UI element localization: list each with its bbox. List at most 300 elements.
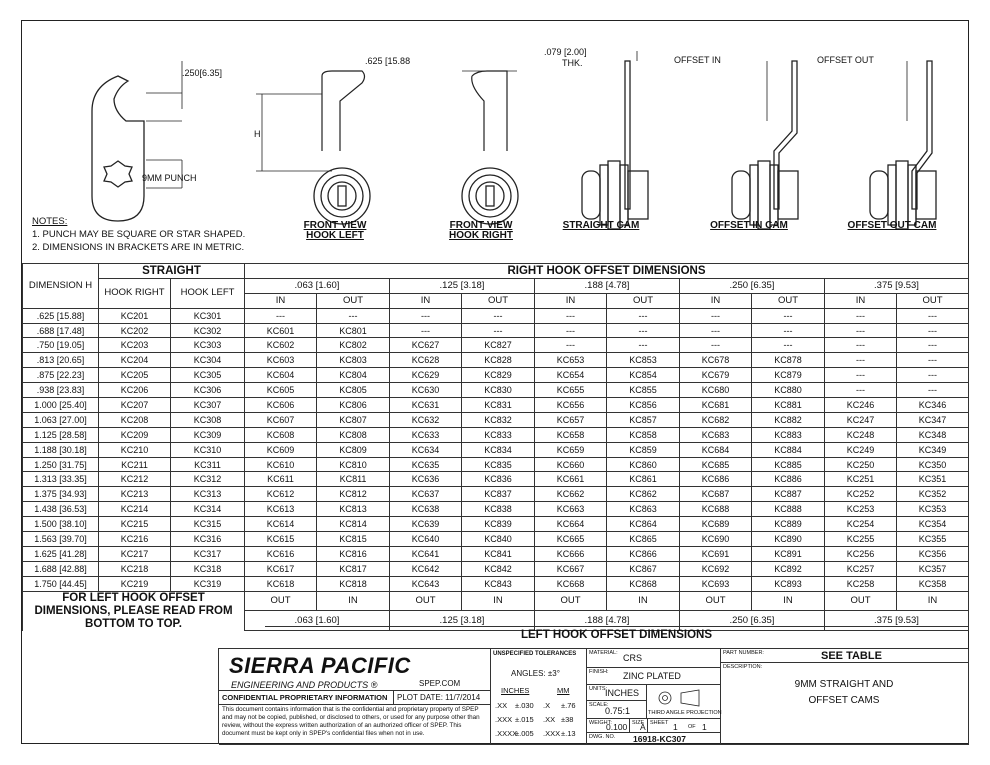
table-cell: 1.313 [33.35] <box>23 472 99 487</box>
table-cell: KC693 <box>680 576 752 591</box>
table-cell: KC308 <box>171 412 245 427</box>
table-cell: KC668 <box>535 576 607 591</box>
table-cell: 1.438 [36.53] <box>23 502 99 517</box>
table-cell: KC865 <box>607 532 680 547</box>
table-cell: KC211 <box>99 457 171 472</box>
hook-right-header: HOOK RIGHT <box>99 278 171 308</box>
table-row <box>23 412 969 427</box>
company-block: SIERRA PACIFIC ENGINEERING AND PRODUCTS ® SPEP.COM <box>219 649 491 691</box>
table-cell: KC349 <box>897 442 969 457</box>
table-cell: KC861 <box>607 472 680 487</box>
table-cell: KC247 <box>825 412 897 427</box>
tolerance-value: .XXX <box>495 715 513 724</box>
hook-left-header: HOOK LEFT <box>171 278 245 308</box>
table-cell: KC254 <box>825 517 897 532</box>
table-cell: 1.563 [39.70] <box>23 532 99 547</box>
table-cell: KC617 <box>245 561 317 576</box>
table-cell: KC632 <box>390 412 462 427</box>
table-cell: .938 [23.83] <box>23 383 99 398</box>
front-view-left-title: FRONT VIEW HOOK LEFT <box>303 220 367 241</box>
table-cell: KC682 <box>680 412 752 427</box>
table-cell: KC818 <box>317 576 390 591</box>
table-cell: 1.500 [38.10] <box>23 517 99 532</box>
left-hook-note: FOR LEFT HOOK OFFSET DIMENSIONS, PLEASE READ FROM BOTTOM TO TOP. <box>23 591 245 631</box>
table-cell: KC692 <box>680 561 752 576</box>
table-cell: KC250 <box>825 457 897 472</box>
table-cell: KC829 <box>462 368 535 383</box>
table-row <box>23 532 969 547</box>
table-cell: KC686 <box>680 472 752 487</box>
table-cell: KC354 <box>897 517 969 532</box>
table-cell: KC856 <box>607 398 680 413</box>
straight-header: STRAIGHT <box>99 264 245 279</box>
in-header: IN <box>245 293 317 308</box>
table-cell: KC684 <box>680 442 752 457</box>
table-cell: KC655 <box>535 383 607 398</box>
table-cell: KC860 <box>607 457 680 472</box>
table-cell: KC301 <box>171 308 245 323</box>
out-header: OUT <box>752 293 825 308</box>
finish-field: FINISH: ZINC PLATED <box>587 668 721 685</box>
dimension-h-header: DIMENSION H <box>23 264 99 309</box>
table-cell: KC691 <box>680 546 752 561</box>
plot-date: PLOT DATE: 11/7/2014 <box>394 691 491 705</box>
drawing-number-field: DWG. NO. 16918-KC307 <box>587 733 721 745</box>
table-cell: --- <box>897 323 969 338</box>
table-cell: 1.750 [44.45] <box>23 576 99 591</box>
table-cell: --- <box>680 323 752 338</box>
table-cell: KC657 <box>535 412 607 427</box>
table-cell: KC256 <box>825 546 897 561</box>
table-cell: KC811 <box>317 472 390 487</box>
out-header: OUT <box>535 591 607 611</box>
punch-label: 9MM PUNCH <box>142 173 197 183</box>
table-cell: KC348 <box>897 427 969 442</box>
table-cell: KC212 <box>99 472 171 487</box>
table-row <box>23 502 969 517</box>
table-cell: KC350 <box>897 457 969 472</box>
table-cell: .750 [19.05] <box>23 338 99 353</box>
table-cell: --- <box>825 353 897 368</box>
table-cell: KC612 <box>245 487 317 502</box>
table-cell: KC630 <box>390 383 462 398</box>
table-cell: --- <box>390 308 462 323</box>
tolerance-value: ±.76 <box>561 701 576 710</box>
table-cell: --- <box>680 308 752 323</box>
right-hook-header: RIGHT HOOK OFFSET DIMENSIONS <box>245 264 969 279</box>
tolerance-value: ±38 <box>561 715 574 724</box>
table-cell: 1.250 [31.75] <box>23 457 99 472</box>
table-cell: KC665 <box>535 532 607 547</box>
table-cell: KC679 <box>680 368 752 383</box>
table-cell: KC857 <box>607 412 680 427</box>
table-cell: KC658 <box>535 427 607 442</box>
table-cell: KC833 <box>462 427 535 442</box>
table-cell: KC883 <box>752 427 825 442</box>
table-cell: KC640 <box>390 532 462 547</box>
table-row <box>23 442 969 457</box>
table-cell: KC868 <box>607 576 680 591</box>
table-cell: KC885 <box>752 457 825 472</box>
table-cell: KC892 <box>752 561 825 576</box>
table-row <box>23 576 969 591</box>
table-cell: KC839 <box>462 517 535 532</box>
table-cell: --- <box>897 353 969 368</box>
table-cell: KC246 <box>825 398 897 413</box>
table-cell: KC602 <box>245 338 317 353</box>
table-cell: KC628 <box>390 353 462 368</box>
table-cell: --- <box>825 308 897 323</box>
table-cell: KC309 <box>171 427 245 442</box>
disclaimer: This document contains information that is the confidential and proprietary property of SPEP and may not be copied, published, or disclosed to others, or used for any purpose other than review, without the express written authorization of an authorized officer of SPEP. This document must be kept only in SPEP's confidential files when not in use. <box>219 705 491 745</box>
table-cell: KC802 <box>317 338 390 353</box>
table-cell: KC654 <box>535 368 607 383</box>
table-cell: KC319 <box>171 576 245 591</box>
table-cell: 1.625 [41.28] <box>23 546 99 561</box>
tolerance-value: .XXX <box>543 729 561 738</box>
table-cell: KC889 <box>752 517 825 532</box>
offset-header: .250 [6.35] <box>680 278 825 293</box>
table-cell: KC248 <box>825 427 897 442</box>
table-cell: KC629 <box>390 368 462 383</box>
table-cell: KC643 <box>390 576 462 591</box>
tolerance-value: ±.015 <box>515 715 534 724</box>
table-cell: KC310 <box>171 442 245 457</box>
table-cell: --- <box>825 338 897 353</box>
offset-header: .250 [6.35] <box>680 611 825 631</box>
table-cell: KC886 <box>752 472 825 487</box>
table-cell: KC837 <box>462 487 535 502</box>
thickness-dim: .079 [2.00] <box>544 47 587 57</box>
table-cell: KC627 <box>390 338 462 353</box>
table-cell: KC888 <box>752 502 825 517</box>
table-cell: KC616 <box>245 546 317 561</box>
table-cell: --- <box>462 323 535 338</box>
description-field: DESCRIPTION: 9MM STRAIGHT AND OFFSET CAMS <box>721 663 969 745</box>
table-cell: --- <box>897 338 969 353</box>
projection-symbol: THIRD ANGLE PROJECTION <box>647 685 721 719</box>
table-cell: KC887 <box>752 487 825 502</box>
table-cell: KC315 <box>171 517 245 532</box>
sheet-field: SHEET 1 OF 1 <box>648 719 721 733</box>
table-cell: KC253 <box>825 502 897 517</box>
table-cell: KC678 <box>680 353 752 368</box>
table-cell: KC815 <box>317 532 390 547</box>
in-header: IN <box>680 293 752 308</box>
table-cell: KC681 <box>680 398 752 413</box>
table-cell: KC302 <box>171 323 245 338</box>
hook-width-dim: .250[6.35] <box>182 68 223 78</box>
table-cell: KC812 <box>317 487 390 502</box>
table-row <box>23 561 969 576</box>
table-cell: KC879 <box>752 368 825 383</box>
offset-in-cam-title: OFFSET IN CAM <box>710 220 788 231</box>
part-number-field: PART NUMBER: SEE TABLE <box>721 649 969 663</box>
table-cell: KC304 <box>171 353 245 368</box>
table-cell: --- <box>825 383 897 398</box>
offset-header: .188 [4.78] <box>535 278 680 293</box>
tolerance-value: .XXXX <box>495 729 518 738</box>
tolerance-value: .X <box>543 701 551 710</box>
table-cell: KC346 <box>897 398 969 413</box>
table-cell: KC613 <box>245 502 317 517</box>
offset-header: .375 [9.53] <box>825 611 969 631</box>
table-cell: KC251 <box>825 472 897 487</box>
offset-header: .188 [4.78] <box>535 611 680 631</box>
table-cell: KC882 <box>752 412 825 427</box>
table-cell: KC661 <box>535 472 607 487</box>
table-row <box>23 338 969 353</box>
table-cell: KC863 <box>607 502 680 517</box>
table-cell: KC878 <box>752 353 825 368</box>
tolerance-value: ±.030 <box>515 701 534 710</box>
confidential-label: CONFIDENTIAL PROPRIETARY INFORMATION <box>219 691 394 705</box>
table-cell: KC641 <box>390 546 462 561</box>
table-cell: KC258 <box>825 576 897 591</box>
out-header: OUT <box>680 591 752 611</box>
out-header: OUT <box>390 591 462 611</box>
table-cell: .813 [20.65] <box>23 353 99 368</box>
table-cell: KC806 <box>317 398 390 413</box>
table-cell: KC214 <box>99 502 171 517</box>
star-punch <box>104 161 132 187</box>
table-cell: KC803 <box>317 353 390 368</box>
table-cell: KC638 <box>390 502 462 517</box>
table-cell: KC209 <box>99 427 171 442</box>
table-cell: --- <box>535 338 607 353</box>
table-cell: KC843 <box>462 576 535 591</box>
table-row <box>23 427 969 442</box>
table-cell: KC660 <box>535 457 607 472</box>
part-number-table <box>22 263 969 631</box>
tolerance-value: ±.005 <box>515 729 534 738</box>
in-header: IN <box>825 293 897 308</box>
weight-field: WEIGHT: 0.100 <box>587 719 630 733</box>
in-header: IN <box>462 591 535 611</box>
table-cell: KC659 <box>535 442 607 457</box>
table-cell: KC355 <box>897 532 969 547</box>
table-cell: KC804 <box>317 368 390 383</box>
table-cell: 1.188 [30.18] <box>23 442 99 457</box>
table-cell: KC853 <box>607 353 680 368</box>
front-view-right-title: FRONT VIEW HOOK RIGHT <box>449 220 513 241</box>
table-cell: KC834 <box>462 442 535 457</box>
table-cell: --- <box>535 308 607 323</box>
table-cell: --- <box>607 338 680 353</box>
table-cell: KC667 <box>535 561 607 576</box>
in-header: IN <box>607 591 680 611</box>
table-cell: KC614 <box>245 517 317 532</box>
material-field: MATERIAL: CRS <box>587 649 721 668</box>
table-cell: KC813 <box>317 502 390 517</box>
table-cell: KC866 <box>607 546 680 561</box>
table-cell: KC318 <box>171 561 245 576</box>
table-cell: KC634 <box>390 442 462 457</box>
table-cell: KC303 <box>171 338 245 353</box>
table-cell: KC312 <box>171 472 245 487</box>
offset-header: .375 [9.53] <box>825 278 969 293</box>
table-cell: KC615 <box>245 532 317 547</box>
table-cell: KC608 <box>245 427 317 442</box>
table-cell: KC205 <box>99 368 171 383</box>
out-header: OUT <box>462 293 535 308</box>
table-cell: KC316 <box>171 532 245 547</box>
table-cell: KC810 <box>317 457 390 472</box>
height-right-dim: .625 [15.88 <box>365 56 411 66</box>
table-cell: KC685 <box>680 457 752 472</box>
table-cell: KC347 <box>897 412 969 427</box>
table-cell: .688 [17.48] <box>23 323 99 338</box>
table-row <box>23 546 969 561</box>
table-cell: KC637 <box>390 487 462 502</box>
table-cell: KC317 <box>171 546 245 561</box>
table-cell: --- <box>825 368 897 383</box>
table-cell: KC867 <box>607 561 680 576</box>
table-cell: KC216 <box>99 532 171 547</box>
tolerance-value: .XX <box>495 701 508 710</box>
table-cell: KC893 <box>752 576 825 591</box>
table-cell: --- <box>535 323 607 338</box>
table-cell: --- <box>607 308 680 323</box>
table-cell: --- <box>897 383 969 398</box>
table-cell: KC609 <box>245 442 317 457</box>
table-cell: KC210 <box>99 442 171 457</box>
table-cell: KC601 <box>245 323 317 338</box>
table-cell: KC689 <box>680 517 752 532</box>
in-header: IN <box>535 293 607 308</box>
table-cell: KC805 <box>317 383 390 398</box>
table-cell: KC842 <box>462 561 535 576</box>
table-cell: KC201 <box>99 308 171 323</box>
table-cell: --- <box>897 368 969 383</box>
table-cell: .625 [15.88] <box>23 308 99 323</box>
table-cell: KC607 <box>245 412 317 427</box>
table-row <box>23 323 969 338</box>
table-cell: KC687 <box>680 487 752 502</box>
out-header: OUT <box>317 293 390 308</box>
table-cell: KC204 <box>99 353 171 368</box>
table-cell: KC636 <box>390 472 462 487</box>
table-cell: --- <box>752 323 825 338</box>
table-cell: KC828 <box>462 353 535 368</box>
table-cell: KC855 <box>607 383 680 398</box>
table-cell: KC255 <box>825 532 897 547</box>
in-header: IN <box>752 591 825 611</box>
website: SPEP.COM <box>419 679 461 688</box>
table-cell: --- <box>897 308 969 323</box>
table-cell: 1.125 [28.58] <box>23 427 99 442</box>
table-cell: KC664 <box>535 517 607 532</box>
table-cell: KC890 <box>752 532 825 547</box>
offset-out-cam-title: OFFSET OUT CAM <box>847 220 937 231</box>
table-cell: KC817 <box>317 561 390 576</box>
notes: NOTES: 1. PUNCH MAY BE SQUARE OR STAR SHAPED. 2. DIMENSIONS IN BRACKETS ARE IN METRIC. <box>32 216 246 253</box>
table-cell: KC831 <box>462 398 535 413</box>
table-cell: KC635 <box>390 457 462 472</box>
title-block <box>218 648 968 744</box>
scale-field: SCALE: 0.75:1 <box>587 701 647 719</box>
size-field: SIZE A <box>630 719 648 733</box>
table-cell: KC356 <box>897 546 969 561</box>
table-cell: KC206 <box>99 383 171 398</box>
left-hook-offset-title: LEFT HOOK OFFSET DIMENSIONS <box>265 626 968 642</box>
table-cell: KC881 <box>752 398 825 413</box>
table-cell: KC306 <box>171 383 245 398</box>
table-cell: KC605 <box>245 383 317 398</box>
table-cell: KC610 <box>245 457 317 472</box>
table-cell: --- <box>680 338 752 353</box>
table-row <box>23 308 969 323</box>
out-header: OUT <box>607 293 680 308</box>
table-cell: 1.063 [27.00] <box>23 412 99 427</box>
table-cell: KC604 <box>245 368 317 383</box>
in-header: IN <box>317 591 390 611</box>
table-cell: KC816 <box>317 546 390 561</box>
table-cell: KC606 <box>245 398 317 413</box>
table-cell: KC203 <box>99 338 171 353</box>
table-row <box>23 353 969 368</box>
offset-header: .125 [3.18] <box>390 611 535 631</box>
table-cell: KC311 <box>171 457 245 472</box>
offset-header: .063 [1.60] <box>245 611 390 631</box>
in-header: IN <box>390 293 462 308</box>
table-cell: KC814 <box>317 517 390 532</box>
table-cell: --- <box>462 308 535 323</box>
table-row <box>23 472 969 487</box>
tolerance-value: ±.13 <box>561 729 576 738</box>
table-cell: KC801 <box>317 323 390 338</box>
out-header: OUT <box>897 293 969 308</box>
table-cell: KC690 <box>680 532 752 547</box>
offset-header: .125 [3.18] <box>390 278 535 293</box>
table-cell: KC207 <box>99 398 171 413</box>
table-cell: KC666 <box>535 546 607 561</box>
table-cell: KC663 <box>535 502 607 517</box>
table-cell: KC642 <box>390 561 462 576</box>
in-header: IN <box>897 591 969 611</box>
table-cell: KC611 <box>245 472 317 487</box>
table-row <box>23 383 969 398</box>
table-row <box>23 457 969 472</box>
table-cell: KC683 <box>680 427 752 442</box>
table-cell: .875 [22.23] <box>23 368 99 383</box>
table-cell: KC858 <box>607 427 680 442</box>
table-cell: --- <box>607 323 680 338</box>
table-cell: KC891 <box>752 546 825 561</box>
table-row <box>23 487 969 502</box>
table-cell: KC249 <box>825 442 897 457</box>
table-cell: KC840 <box>462 532 535 547</box>
table-cell: KC639 <box>390 517 462 532</box>
table-cell: 1.375 [34.93] <box>23 487 99 502</box>
table-cell: KC854 <box>607 368 680 383</box>
table-cell: KC809 <box>317 442 390 457</box>
table-cell: KC313 <box>171 487 245 502</box>
out-header: OUT <box>825 591 897 611</box>
table-cell: --- <box>825 323 897 338</box>
table-cell: KC859 <box>607 442 680 457</box>
table-cell: KC631 <box>390 398 462 413</box>
table-cell: KC219 <box>99 576 171 591</box>
table-cell: KC252 <box>825 487 897 502</box>
table-cell: KC836 <box>462 472 535 487</box>
table-cell: KC353 <box>897 502 969 517</box>
thickness-label: THK. <box>562 58 583 68</box>
header-row <box>23 264 969 279</box>
table-cell: KC835 <box>462 457 535 472</box>
cam-profile <box>92 76 144 221</box>
table-cell: KC838 <box>462 502 535 517</box>
